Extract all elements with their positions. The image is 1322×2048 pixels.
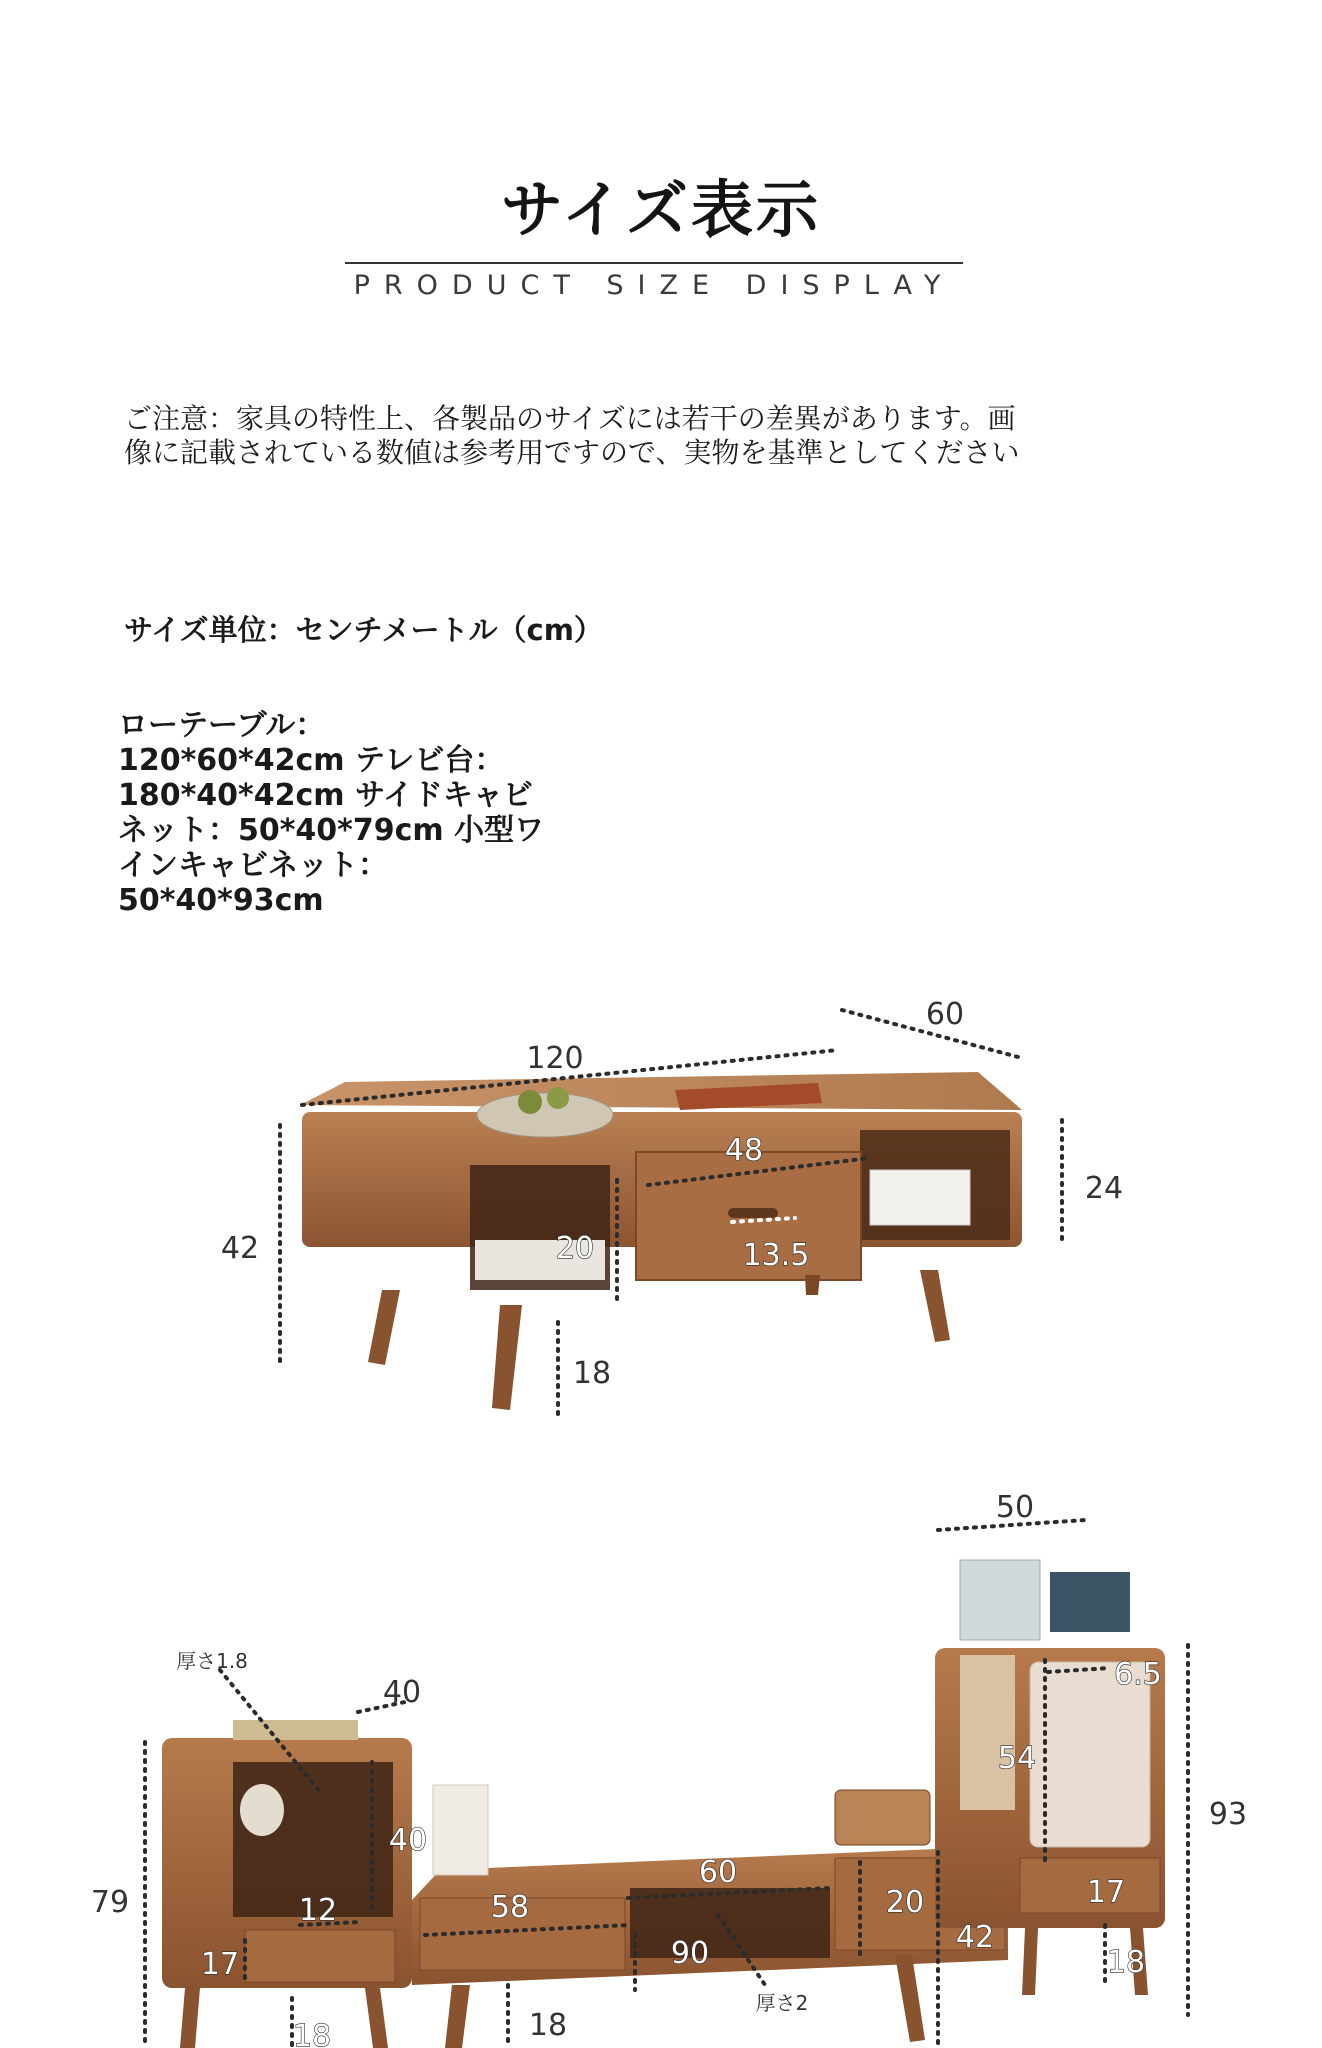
dim-side-depth-label: 40: [382, 1675, 422, 1710]
dim-drawer-label: 48: [724, 1133, 764, 1168]
unit-text: サイズ単位：センチメートル（cm）: [124, 613, 603, 647]
dim-handle-label: 13.5: [742, 1238, 810, 1273]
page-title: サイズ表示: [500, 173, 822, 246]
product-sizes-text: ローテーブル：120*60*42cm テレビ台：180*40*42cm サイドキャビネット：50*40*79cm 小型ワインキャビネット：50*40*93cm: [118, 708, 545, 918]
dim-side-inner-label: 40: [388, 1823, 428, 1858]
dim-wine-inner-label: 54: [997, 1741, 1037, 1776]
dim-tv-leg-label: 18: [528, 2008, 568, 2043]
dim-side-drawer-label: 17: [200, 1947, 240, 1982]
dim-tv-height-label: 42: [955, 1920, 995, 1955]
dim-wine-width-label: 50: [995, 1490, 1035, 1525]
dim-side-leg-label: 18: [292, 2019, 332, 2048]
coffee-table-drawing: [300, 1072, 1022, 1410]
dim-tv-thickness-label: 厚さ2: [755, 1991, 809, 2015]
coffee-table-figure: [0, 980, 1322, 1440]
dim-wine-leg-label: 18: [1106, 1945, 1146, 1980]
dim-wine-drawer-label: 17: [1086, 1875, 1126, 1910]
dim-top-height-label: 24: [1084, 1171, 1124, 1206]
dim-shelf-label: 20: [555, 1231, 595, 1266]
dim-side-height-label: 79: [90, 1885, 130, 1920]
dim-width-label: 120: [526, 1041, 584, 1076]
dim-wine-top-label: 6.5: [1114, 1657, 1162, 1692]
page-subtitle: PRODUCT SIZE DISPLAY: [353, 270, 955, 301]
tv-cabinet-set-figure: [0, 1480, 1322, 2048]
notice-text: ご注意：家具の特性上、各製品のサイズには若干の差異があります。画像に記載されている数値は参考用ですので、実物を基準としてください: [124, 402, 1020, 469]
tv-cabinet-set-drawing: [162, 1560, 1165, 2048]
dim-tv-drawer-label: 58: [490, 1890, 530, 1925]
dim-side-cell-label: 12: [298, 1893, 338, 1928]
dim-depth-label: 60: [925, 997, 965, 1032]
dim-height-label: 42: [220, 1231, 260, 1266]
dim-tv-right-drawer-label: 20: [885, 1885, 925, 1920]
dim-wine-height-label: 93: [1208, 1797, 1248, 1832]
dim-tv-open-inner-label: 90: [670, 1936, 710, 1971]
dim-tv-open-label: 60: [698, 1855, 738, 1890]
dim-side-thickness-label: 厚さ1.8: [176, 1649, 248, 1673]
dim-leg-label: 18: [572, 1356, 612, 1391]
title-divider: [345, 262, 963, 264]
